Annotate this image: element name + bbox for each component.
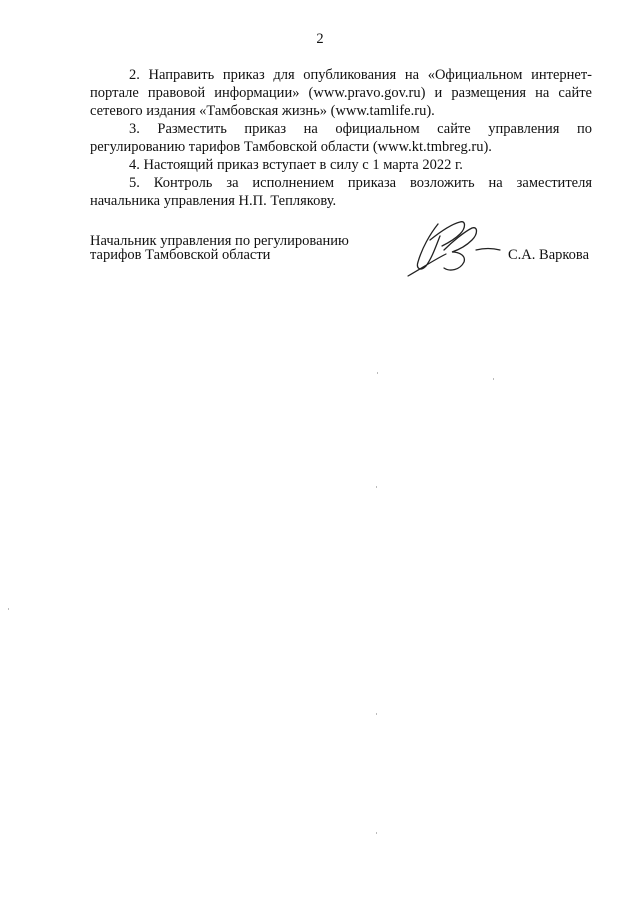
scan-speck — [376, 486, 377, 488]
page-number: 2 — [316, 31, 324, 47]
scan-speck — [377, 372, 378, 374]
signatory-position — [90, 234, 380, 262]
paragraph-publication: 2. Направить приказ для опубликования на «Официальном интернет-портале правовой информации» (www.pravo.gov.ru) и размещения на сайте сетевого издания «Тамбовская жизнь» (www.tamlife.ru). — [90, 67, 592, 119]
signatory-position-line-2: тарифов Тамбовской области — [90, 247, 271, 263]
paragraph-website: 3. Разместить приказ на официальном сайте управления по регулированию тарифов Тамбовской области (www.kt.tmbreg.ru). — [90, 121, 592, 155]
signatory-name: С.А. Варкова — [508, 247, 590, 263]
paragraph-control: 5. Контроль за исполнением приказа возложить на заместителя начальника управления Н.П. Теплякову. — [90, 175, 592, 209]
scan-speck — [376, 832, 377, 834]
scan-speck — [493, 378, 494, 380]
handwritten-signature — [400, 210, 510, 280]
paragraph-effective-date: 4. Настоящий приказ вступает в силу с 1 марта 2022 г. — [129, 157, 463, 173]
scan-speck — [376, 713, 377, 715]
signatory-position-line-1: Начальник управления по регулированию — [90, 233, 349, 249]
scan-speck — [8, 608, 9, 610]
